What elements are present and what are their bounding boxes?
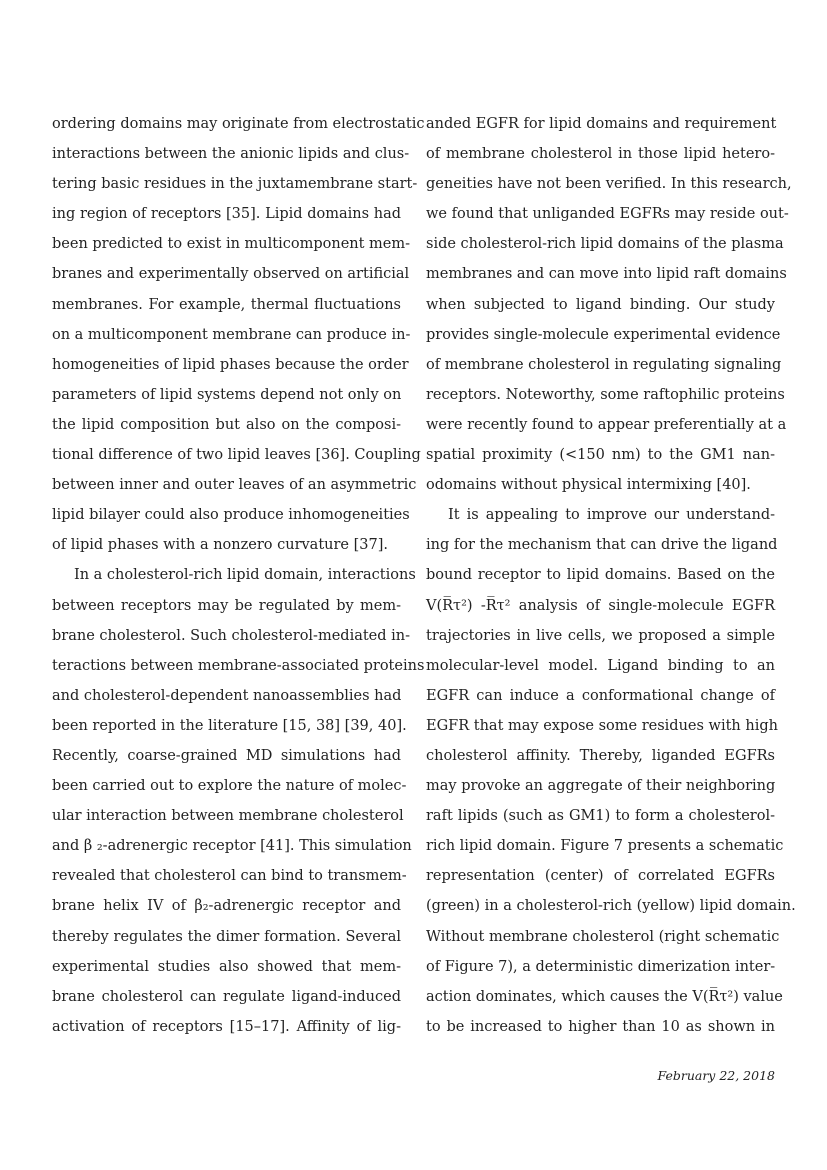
text-line: ing region of receptors [35]. Lipid domains had <box>52 206 401 223</box>
text-line: parameters of lipid systems depend not only on <box>52 386 402 403</box>
text-line: Recently, coarse-grained MD simulations had <box>52 747 401 764</box>
text-line: of Figure 7), a deterministic dimerization inter- <box>426 958 776 975</box>
text-line: we found that unliganded EGFRs may reside out- <box>426 206 789 223</box>
text-line: when subjected to ligand binding. Our study <box>426 296 775 313</box>
text-line: ordering domains may originate from electrostatic <box>52 116 425 132</box>
text-line: the lipid composition but also on the composi- <box>52 416 401 433</box>
text-line: brane helix IV of β₂-adrenergic receptor and <box>52 898 401 915</box>
text-line: brane cholesterol can regulate ligand-induced <box>52 988 401 1005</box>
text-line: activation of receptors [15–17]. Affinity of lig- <box>52 1018 401 1035</box>
text-line: tering basic residues in the juxtamembrane start- <box>52 176 418 193</box>
text-line: ular interaction between membrane cholesterol <box>52 808 404 825</box>
text-line: geneities have not been verified. In this research, <box>426 176 792 193</box>
text-line: raft lipids (such as GM1) to form a cholesterol- <box>426 808 775 825</box>
text-line: In a cholesterol-rich lipid domain, interactions <box>74 567 416 584</box>
text-line: EGFR can induce a conformational change of <box>426 687 775 704</box>
text-line: revealed that cholesterol can bind to transmem- <box>52 868 407 885</box>
text-line: been reported in the literature [15, 38] [39, 40]. <box>52 717 407 734</box>
text-line: of membrane cholesterol in regulating signaling <box>426 356 782 373</box>
text-line: been carried out to explore the nature of molec- <box>52 778 407 795</box>
text-line: EGFR that may expose some residues with high <box>426 717 778 734</box>
text-line: lipid bilayer could also produce inhomogeneities <box>52 507 410 524</box>
text-line: provides single-molecule experimental evidence <box>426 326 781 343</box>
text-line: cholesterol affinity. Thereby, liganded EGFRs <box>426 747 775 764</box>
text-line: side cholesterol-rich lipid domains of the plasma <box>426 236 784 253</box>
text-line: membranes. For example, thermal fluctuations <box>52 296 401 313</box>
text-line: branes and experimentally observed on artificial <box>52 266 410 283</box>
text-line: may provoke an aggregate of their neighboring <box>426 778 776 795</box>
text-line: were recently found to appear preferentially at a <box>426 416 787 433</box>
left-column <box>52 114 425 1047</box>
text-line: trajectories in live cells, we proposed a simple <box>426 627 775 644</box>
text-line: It is appealing to improve our understand- <box>448 507 775 524</box>
text-line: been predicted to exist in multicomponent mem- <box>52 236 411 253</box>
text-line: anded EGFR for lipid domains and requirement <box>426 116 777 132</box>
text-line: (green) in a cholesterol-rich (yellow) lipid domain. <box>426 898 796 915</box>
text-line: tional difference of two lipid leaves [36]. Coupling <box>52 447 421 464</box>
text-line: to be increased to higher than 10 as shown in <box>426 1018 775 1035</box>
text-line: membranes and can move into lipid raft domains <box>426 266 787 283</box>
text-line: on a multicomponent membrane can produce in- <box>52 326 411 343</box>
text-line: thereby regulates the dimer formation. Several <box>52 928 401 945</box>
right-column <box>426 114 796 1047</box>
text-line: and cholesterol-dependent nanoassemblies had <box>52 687 402 704</box>
text-line: odomains without physical intermixing [40]. <box>426 477 751 494</box>
text-line: homogeneities of lipid phases because the order <box>52 356 409 373</box>
text-line: V(R̅τ²) -R̅τ² analysis of single-molecule EGFR <box>426 597 775 614</box>
text-line: receptors. Noteworthy, some raftophilic proteins <box>426 386 785 403</box>
text-line: brane cholesterol. Such cholesterol-mediated in- <box>52 627 411 644</box>
text-line: between inner and outer leaves of an asymmetric <box>52 477 417 494</box>
text-line: of membrane cholesterol in those lipid hetero- <box>426 146 775 163</box>
text-line: rich lipid domain. Figure 7 presents a schematic <box>426 838 784 855</box>
text-line: bound receptor to lipid domains. Based on the <box>426 567 775 584</box>
text-line: molecular-level model. Ligand binding to an <box>426 657 775 674</box>
text-line: spatial proximity (<150 nm) to the GM1 nan- <box>426 447 775 464</box>
text-line: interactions between the anionic lipids and clus- <box>52 146 410 163</box>
text-line: action dominates, which causes the V(R̅τ²) value <box>426 988 783 1005</box>
text-line: between receptors may be regulated by mem- <box>52 597 401 614</box>
text-line: and β ₂-adrenergic receptor [41]. This simulation <box>52 838 412 855</box>
text-line: of lipid phases with a nonzero curvature [37]. <box>52 537 388 554</box>
text-line: Without membrane cholesterol (right schematic <box>426 928 780 945</box>
page-date: February 22, 2018 <box>657 1068 775 1083</box>
text-line: ing for the mechanism that can drive the ligand <box>426 537 778 554</box>
text-line: representation (center) of correlated EGFRs <box>426 868 775 885</box>
text-line: experimental studies also showed that mem- <box>52 958 401 975</box>
text-line: teractions between membrane-associated proteins <box>52 657 425 674</box>
